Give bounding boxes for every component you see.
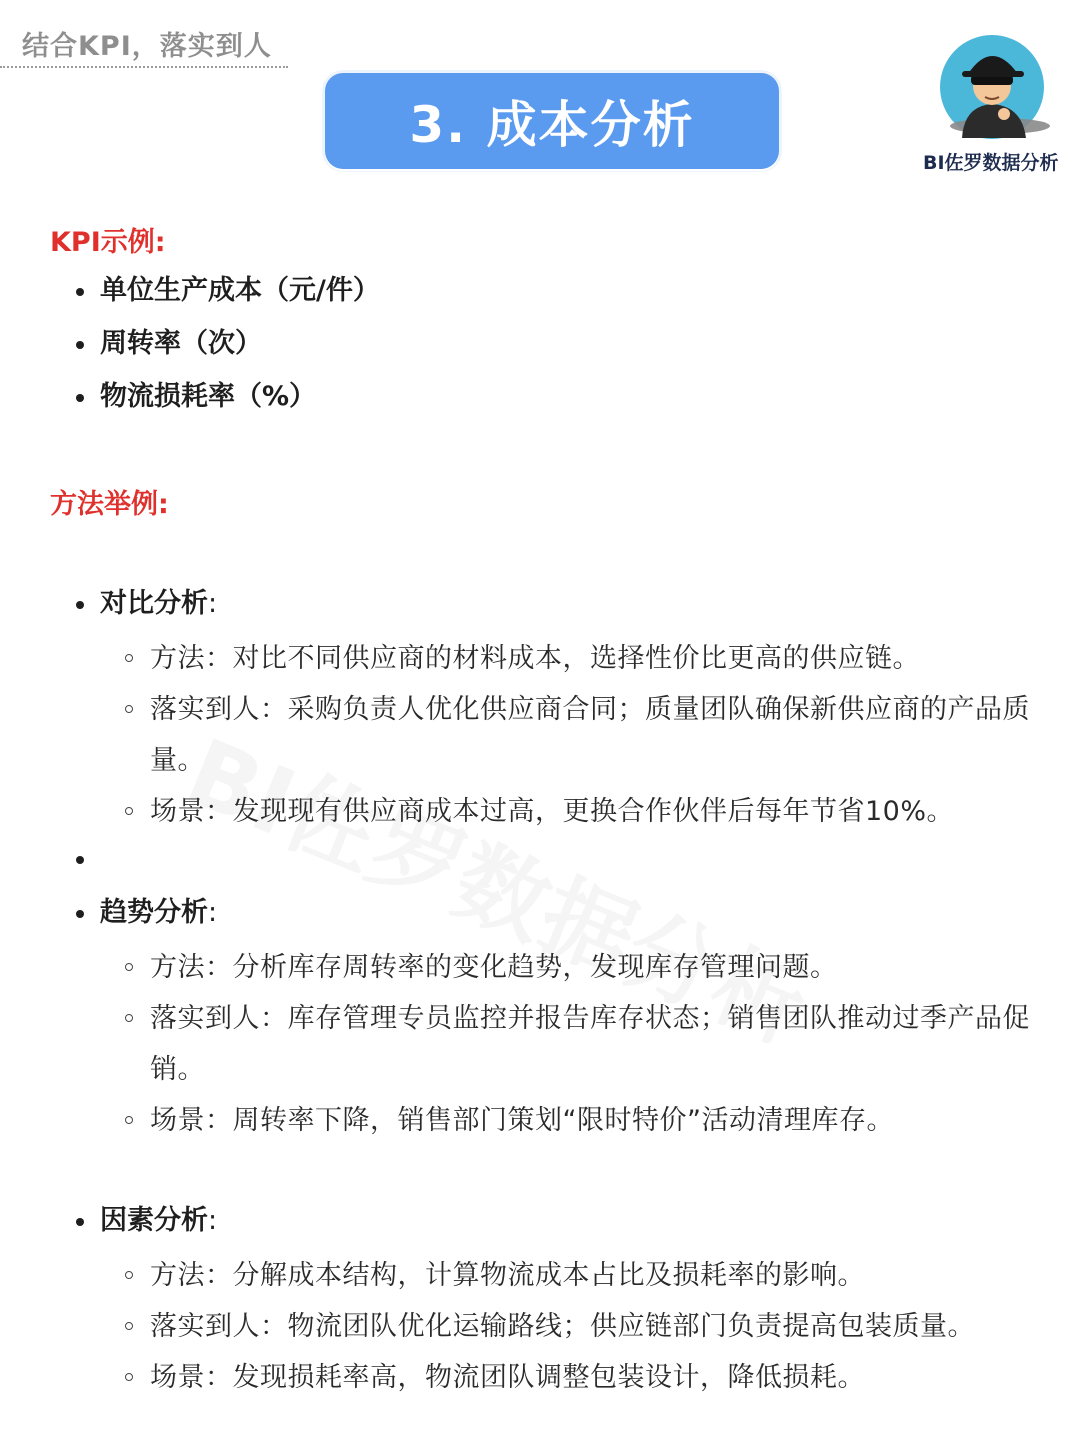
kpi-heading: KPI示例: <box>50 227 166 258</box>
method-title-colon: : <box>208 897 218 928</box>
sub-item-text: 场景：发现损耗率高，物流团队调整包装设计，降低损耗。 <box>150 1362 865 1393</box>
sub-item-text: 场景：周转率下降，销售部门策划“限时特价”活动清理库存。 <box>150 1105 894 1136</box>
kpi-item-text: 单位生产成本（元/件） <box>100 275 380 306</box>
kpi-item <box>70 268 380 321</box>
hollow-bullet-icon <box>125 1014 133 1022</box>
header-label: 结合KPI，落实到人 <box>22 31 272 62</box>
hollow-bullet-icon <box>125 807 133 815</box>
method-sub-item <box>70 786 1030 837</box>
brand-logo <box>920 34 1080 175</box>
sub-item-text: 落实到人：物流团队优化运输路线；供应链部门负责提高包装质量。 <box>150 1311 975 1342</box>
kpi-item-text: 周转率（次） <box>100 328 262 359</box>
sub-item-text: 方法：分析库存周转率的变化趋势，发现库存管理问题。 <box>150 952 838 983</box>
method-block-factor <box>70 1198 1030 1403</box>
method-sub-item <box>70 1352 1030 1403</box>
empty-bullet-icon <box>76 856 84 864</box>
method-block-trend <box>70 890 1030 1146</box>
kpi-list <box>70 268 380 427</box>
method-title <box>70 581 1030 633</box>
method-title-text: 趋势分析 <box>100 897 208 928</box>
method-title <box>70 890 1030 942</box>
hollow-bullet-icon <box>125 1271 133 1279</box>
method-sub-item <box>70 942 1030 993</box>
method-sub-item <box>70 684 1030 786</box>
sub-item-text: 方法：对比不同供应商的材料成本，选择性价比更高的供应链。 <box>150 643 920 674</box>
kpi-item-text: 物流损耗率（%） <box>100 381 317 412</box>
hollow-bullet-icon <box>125 1116 133 1124</box>
sub-item-text: 落实到人：库存管理专员监控并报告库存状态；销售团队推动过季产品促销。 <box>150 1003 1030 1085</box>
brand-name: BI佐罗数据分析 <box>923 152 1059 174</box>
bullet-icon <box>76 1218 84 1226</box>
method-title-text: 因素分析 <box>100 1205 208 1236</box>
method-sub-item <box>70 1301 1030 1352</box>
page-title: 3. 成本分析 <box>325 73 779 169</box>
method-title-text: 对比分析 <box>100 588 208 619</box>
hollow-bullet-icon <box>125 654 133 662</box>
bullet-icon <box>76 910 84 918</box>
avatar-icon <box>940 34 1060 146</box>
method-sub-item <box>70 993 1030 1095</box>
bullet-icon <box>76 288 84 296</box>
hollow-bullet-icon <box>125 1322 133 1330</box>
bullet-icon <box>76 394 84 402</box>
method-title-colon: : <box>208 588 218 619</box>
kpi-item <box>70 321 380 374</box>
header-dotted-divider <box>0 66 288 68</box>
method-heading: 方法举例: <box>50 489 169 520</box>
hollow-bullet-icon <box>125 963 133 971</box>
method-title-colon: : <box>208 1205 218 1236</box>
bullet-icon <box>76 341 84 349</box>
method-block-comparison <box>70 581 1030 837</box>
hollow-bullet-icon <box>125 705 133 713</box>
sub-item-text: 场景：发现现有供应商成本过高，更换合作伙伴后每年节省10%。 <box>150 796 955 827</box>
sub-item-text: 方法：分解成本结构，计算物流成本占比及损耗率的影响。 <box>150 1260 865 1291</box>
method-sub-item <box>70 1250 1030 1301</box>
bullet-icon <box>76 601 84 609</box>
sub-item-text: 落实到人：采购负责人优化供应商合同；质量团队确保新供应商的产品质量。 <box>150 694 1030 776</box>
method-title <box>70 1198 1030 1250</box>
hollow-bullet-icon <box>125 1373 133 1381</box>
method-sub-item <box>70 633 1030 684</box>
method-sub-item <box>70 1095 1030 1146</box>
kpi-item <box>70 374 380 427</box>
